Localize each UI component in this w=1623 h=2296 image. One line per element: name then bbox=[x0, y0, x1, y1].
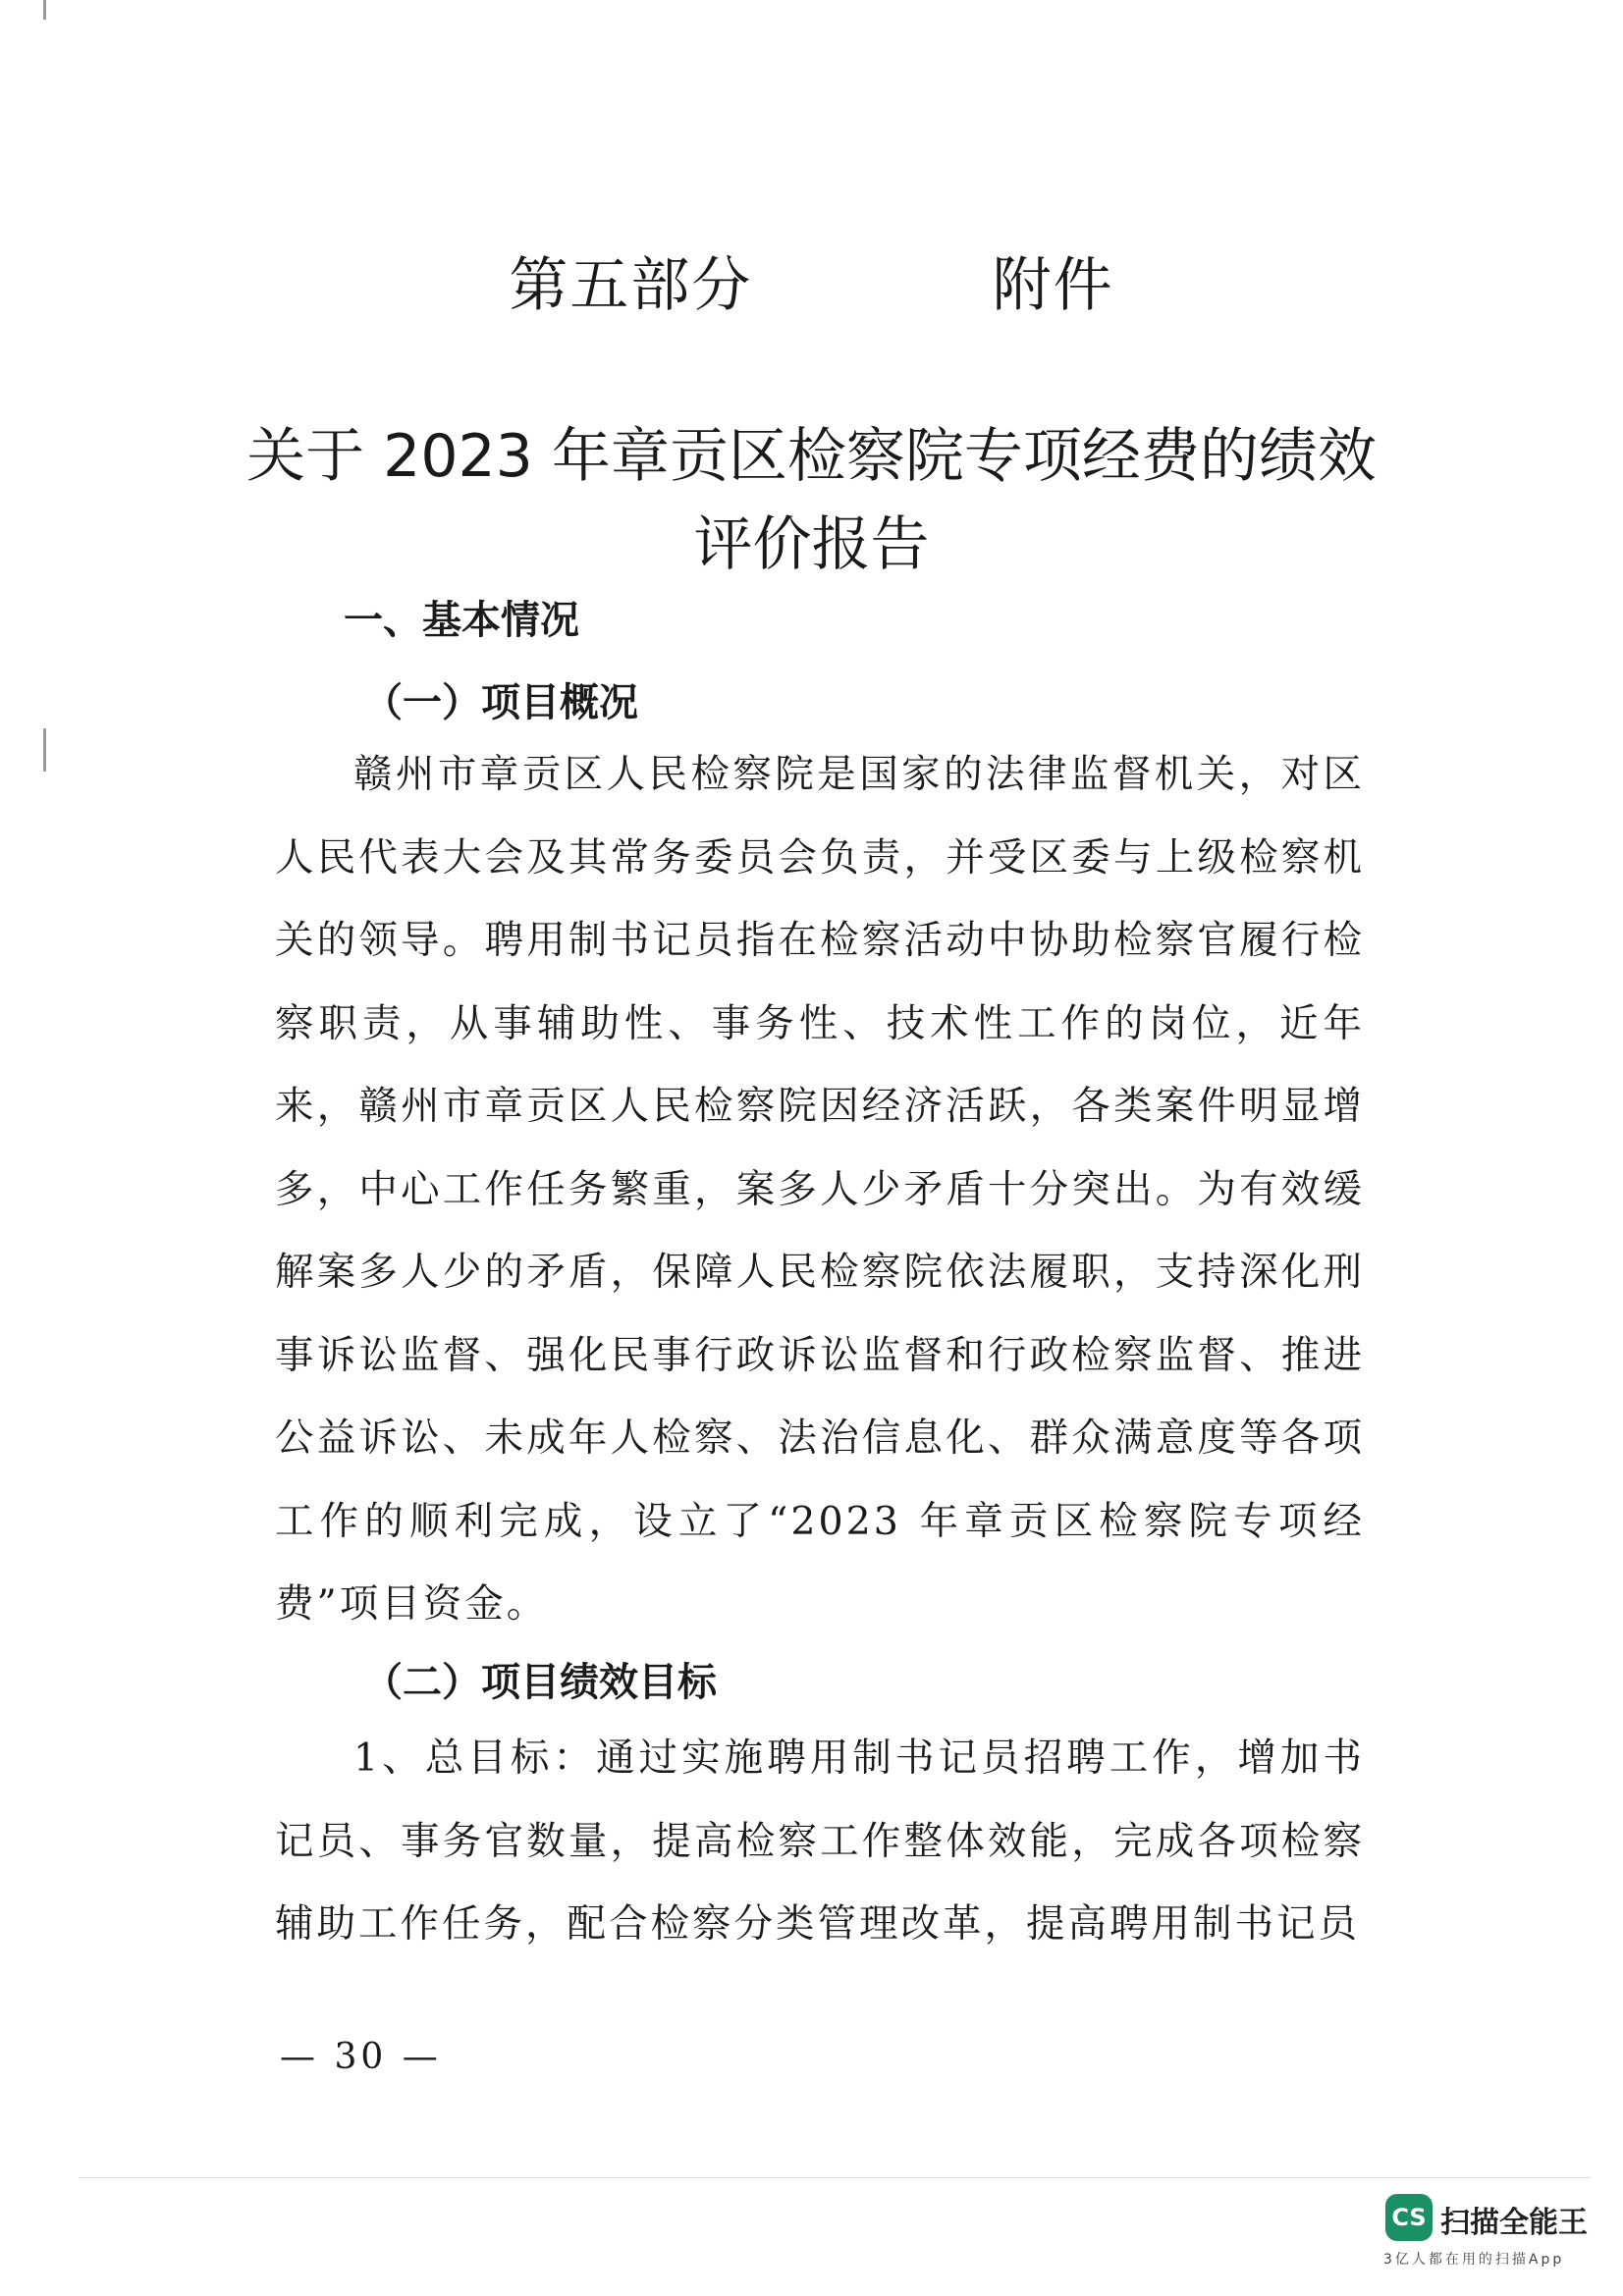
scanner-watermark bbox=[1378, 2186, 1594, 2274]
subsection-heading: （一）项目概况 bbox=[363, 679, 638, 725]
subsection-heading: （二）项目绩效目标 bbox=[363, 1659, 717, 1705]
body-paragraph: 赣州市章贡区人民检察院是国家的法律监督机关，对区人民代表大会及其常务委员会负责，并受区委与上级检察机关的领导。聘用制书记员指在检察活动中协助检察官履行检察职责，从事辅助性、事务性、技术性工作的岗位，近年来，赣州市章贡区人民检察院因经济活跃，各类案件明显增多，中心工作任务繁重，案多人少矛盾十分突出。为有效缓解案多人少的矛盾，保障人民检察院依法履职，支持深化刑事诉讼监督、强化民事行政诉讼监督和行政检察监督、推进公益诉讼、未成年人检察、法治信息化、群众满意度等各项工作的顺利完成，设立了“2023 年章贡区检察院专项经费”项目资金。 bbox=[275, 752, 1365, 1627]
scan-edge-line bbox=[79, 2177, 1591, 2178]
scanner-brand-name: 扫描全能王 bbox=[1440, 2206, 1588, 2240]
scan-margin-mark bbox=[43, 0, 46, 20]
body-paragraph: 1、总目标：通过实施聘用制书记员招聘工作，增加书记员、事务官数量，提高检察工作整体效能，完成各项检察辅助工作任务，配合检察分类管理改革，提高聘用制书记员 bbox=[275, 1735, 1365, 1947]
scanner-tagline: 3亿人都在用的扫描App bbox=[1383, 2252, 1565, 2268]
report-title: 关于 2023 年章贡区检察院专项经费的绩效评价报告 bbox=[246, 422, 1377, 579]
scanner-logo-icon: CS bbox=[1385, 2194, 1433, 2241]
part-title: 第五部分 附件 bbox=[509, 251, 1114, 320]
section-heading: 一、基本情况 bbox=[344, 598, 579, 643]
scan-margin-mark bbox=[43, 728, 46, 772]
page-number: — 30 — bbox=[280, 2037, 442, 2077]
